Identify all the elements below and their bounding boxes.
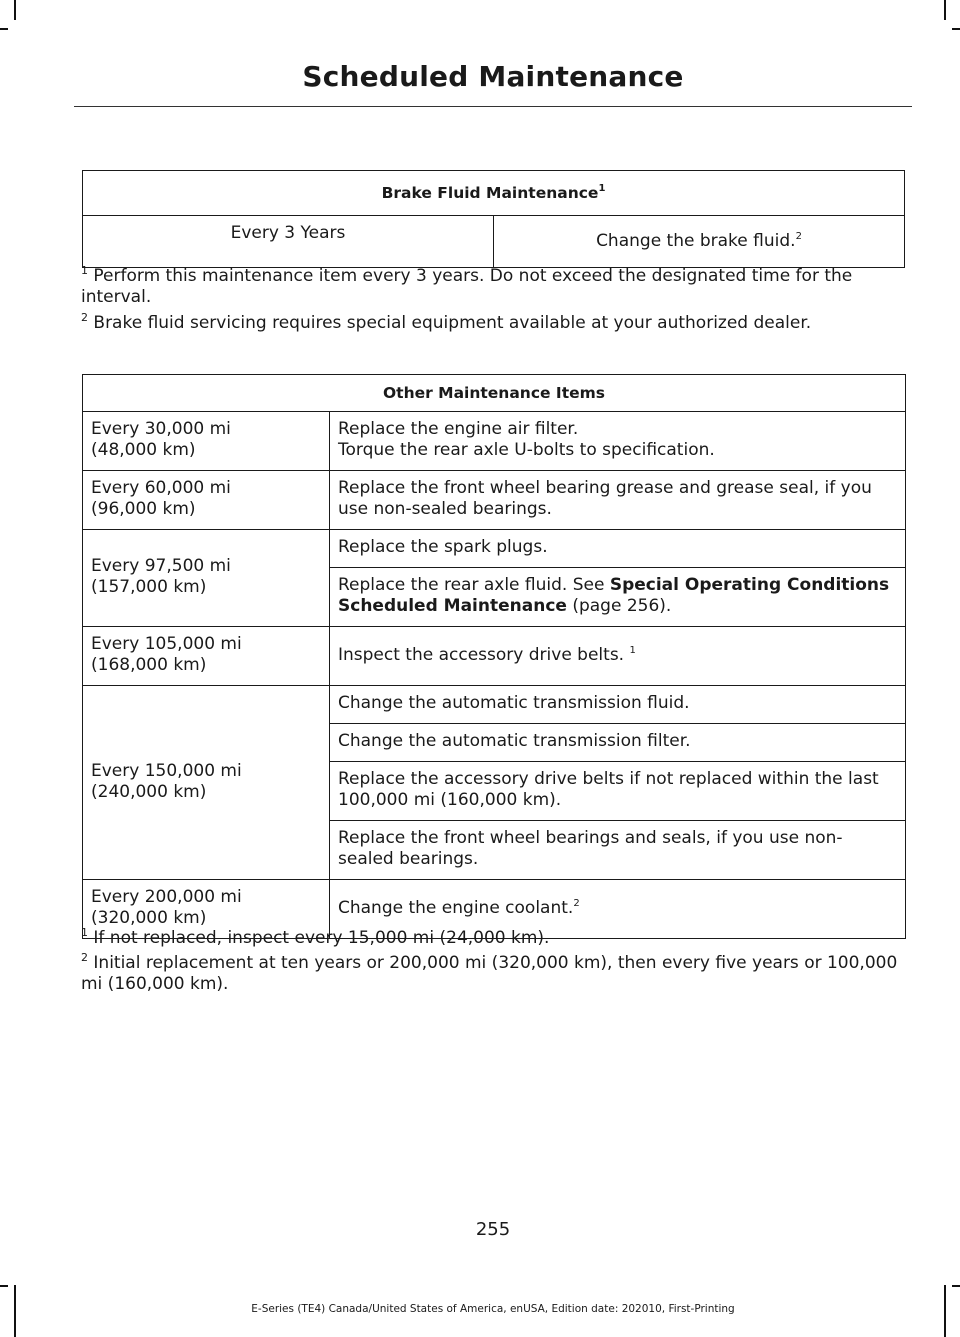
title-divider [74,106,912,107]
action-cell: Replace the front wheel bearing grease and grease seal, if you use non-sealed bearings. [330,471,906,530]
other-maintenance-table [82,374,906,939]
table-title: Other Maintenance Items [83,375,906,412]
footnote-marker: 2 [795,231,802,242]
footnote: $^1$ Perform this maintenance item every 3 years. Do not exceed the designated time for the interval. [81,264,853,307]
interval-cell: Every 105,000 mi (168,000 km) [83,627,330,686]
crop-mark [0,1285,8,1287]
action-cell: Replace the rear axle fluid. See Special Operating Conditions Scheduled Maintenance (page 256). [330,568,906,627]
action-cell: Replace the engine air filter. Torque the rear axle U-bolts to specification. [330,412,906,471]
page-number: 255 [475,1219,511,1240]
footnote-marker: 2 [573,897,580,909]
edition-info: E-Series (TE4) Canada/United States of America, enUSA, Edition date: 202010, First-Printing [251,1303,735,1315]
table-row [83,627,906,686]
action-cell: Change the automatic transmission fluid. [330,686,906,724]
crop-mark [0,28,8,30]
table-row [83,471,906,530]
table-header-row [83,375,906,412]
footnote-marker: 1 [629,644,636,656]
interval-cell: Every 150,000 mi (240,000 km) [83,686,330,880]
table-row [83,216,905,268]
interval-cell: Every 97,500 mi (157,000 km) [83,530,330,627]
crop-mark [944,0,946,20]
footnote: $^2$ Brake fluid servicing requires special equipment available at your authorized dealer. [81,311,812,333]
interval-cell: Every 30,000 mi (48,000 km) [83,412,330,471]
table-row [83,686,906,724]
footnote-marker: 1 [598,182,606,194]
table-row [83,412,906,471]
crop-mark [14,0,16,20]
footnote: $^1$ If not replaced, inspect every 15,000 mi (24,000 km). [81,926,550,948]
crop-mark [952,28,960,30]
action-cell: Replace the accessory drive belts if not replaced within the last 100,000 mi (160,000 km). [330,762,906,821]
action-cell: Change the engine coolant.$^2$ [330,880,906,939]
table-row [83,530,906,568]
page-title: Scheduled Maintenance [302,60,684,93]
footnote: $^2$ Initial replacement at ten years or 200,000 mi (320,000 km), then every five years or 100,000 mi (160,000 km). [81,951,898,994]
cross-reference-link[interactable]: Special Operating Conditions Scheduled Maintenance [338,575,890,616]
action-cell: Replace the front wheel bearings and seals, if you use non-sealed bearings. [330,821,906,880]
action-cell: Inspect the accessory drive belts. $^1$ [330,627,906,686]
action-cell: Replace the spark plugs. [330,530,906,568]
interval-cell: Every 60,000 mi (96,000 km) [83,471,330,530]
table-title: Brake Fluid Maintenance$^1$ [83,171,905,216]
brake-fluid-table [82,170,905,268]
action-cell: Change the brake fluid.$^2$ [494,216,905,268]
crop-mark [952,1285,960,1287]
table-header-row [83,171,905,216]
action-cell: Change the automatic transmission filter. [330,724,906,762]
interval-cell: Every 3 Years [83,216,494,268]
interval-cell: Every 200,000 mi (320,000 km) [83,880,330,939]
